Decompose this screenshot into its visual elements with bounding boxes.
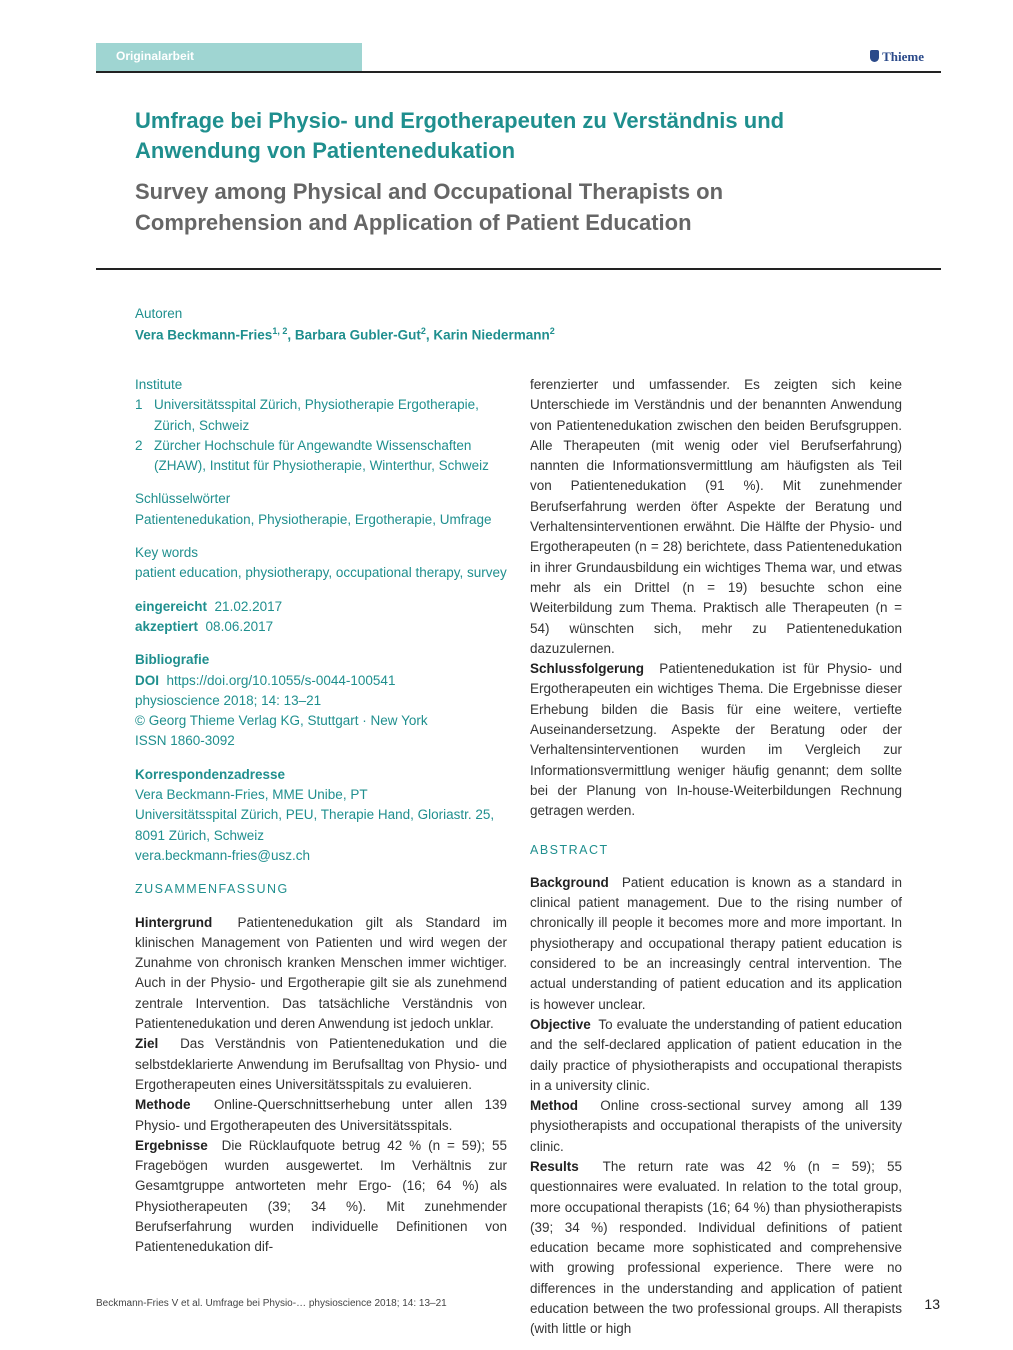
received-line xyxy=(135,597,507,617)
zusammenfassung-heading: ZUSAMMENFASSUNG xyxy=(135,882,289,897)
keywords-de-block xyxy=(135,489,507,530)
doi-label: DOI xyxy=(135,672,160,688)
author-name: Vera Beckmann-Fries xyxy=(135,327,273,343)
correspondence-block xyxy=(135,765,507,866)
keywords-en-block xyxy=(135,543,507,584)
institute-number: 1 xyxy=(135,397,143,413)
authors-label: Autoren xyxy=(135,306,183,321)
author-affiliation: 2 xyxy=(420,326,426,336)
title-rule xyxy=(96,268,941,270)
abs-method xyxy=(530,1096,902,1157)
abstract-heading: ABSTRACT xyxy=(530,842,609,857)
received-label: eingereicht xyxy=(135,598,208,614)
keywords-de: Patientenedukation, Physiotherapie, Ergotherapie, Umfrage xyxy=(135,511,492,527)
correspondence-address: Universitätsspital Zürich, PEU, Therapie Hand, Gloriastr. 25, 8091 Zürich, Schweiz xyxy=(135,807,495,843)
accepted-date: 08.06.2017 xyxy=(205,618,274,634)
author-separator: , xyxy=(287,327,295,343)
zf-ziel xyxy=(135,1034,507,1095)
section-tab xyxy=(96,43,362,71)
doi-link[interactable]: https://doi.org/10.1055/s-0044-100541 xyxy=(166,672,396,688)
zf-ergebnisse-label: Ergebnisse xyxy=(135,1137,208,1153)
abs-method-label: Method xyxy=(530,1098,578,1114)
institute-number: 2 xyxy=(135,437,143,453)
correspondence-email[interactable]: vera.beckmann-fries@usz.ch xyxy=(135,847,311,863)
author-affiliation: 2 xyxy=(549,326,555,336)
author-name: Barbara Gubler-Gut xyxy=(294,327,421,343)
zf-schluss-text: Patientenedukation ist für Physio- und Ergotherapeuten ein wichtiges Thema. Die Ergebnisse dieser Erhebung bilden die Basis für eine weitere, vertiefte Auseinandersetzung. Aspekte der Beratung oder der Verhaltensinterventionen wurden im Vergleich zur Informationsvermittlung weniger häufig genannt; dem sollte bei der Planung von In-house-Weiterbildungen Rechnung getragen werden. xyxy=(530,661,902,819)
accepted-label: akzeptiert xyxy=(135,618,199,634)
abs-objective-label: Objective xyxy=(530,1016,591,1032)
copyright-line: © Georg Thieme Verlag KG, Stuttgart · New York xyxy=(135,713,428,729)
thieme-shield-icon xyxy=(870,50,879,62)
zf-ziel-text: Das Verständnis von Patientenedukation und die selbstdeklarierte Anwendung im Berufsalltag von Physio- und Ergotherapeuten eines Universitätsspitals zu evaluieren. xyxy=(135,1036,507,1092)
abs-background xyxy=(530,873,902,1015)
citation-line: physioscience 2018; 14: 13–21 xyxy=(135,692,322,708)
institute-text: Zürcher Hochschule für Angewandte Wissenschaften (ZHAW), Institut für Physiotherapie, Winterthur, Schweiz xyxy=(154,437,489,474)
logo-text: Thieme xyxy=(882,49,924,64)
keywords-en: patient education, physiotherapy, occupational therapy, survey xyxy=(135,565,507,581)
zf-methode-label: Methode xyxy=(135,1097,191,1113)
issn-line: ISSN 1860-3092 xyxy=(135,733,235,749)
author-affiliation: 1, 2 xyxy=(272,326,288,336)
accepted-line xyxy=(135,617,507,637)
doi-line xyxy=(135,671,507,691)
keywords-en-label: Key words xyxy=(135,545,199,561)
institutes-label: Institute xyxy=(135,377,183,392)
zf-schluss xyxy=(530,659,902,821)
title-english: Survey among Physical and Occupational Therapists on Comprehension and Application of Patient Education xyxy=(135,179,724,235)
zf-hintergrund-label: Hintergrund xyxy=(135,914,213,930)
bibliography-label: Bibliografie xyxy=(135,652,210,668)
keywords-de-label: Schlüsselwörter xyxy=(135,491,231,507)
institute-text: Universitätsspital Zürich, Physiotherapie Ergotherapie, Zürich, Schweiz xyxy=(154,397,479,433)
author-separator: , xyxy=(425,327,434,343)
abs-method-text: Online cross-sectional survey among all 139 physiotherapists and occupational therapists of the university clinic. xyxy=(530,1098,902,1154)
page-number: 13 xyxy=(924,1296,940,1312)
zf-ergebnisse xyxy=(135,1136,507,1258)
right-column xyxy=(530,375,902,1340)
dates-block xyxy=(135,597,507,638)
zf-methode-text: Online-Querschnittserhebung unter allen 139 Physio- und Ergotherapeuten des Universitätsspitals. xyxy=(135,1097,507,1133)
footer-citation: Beckmann-Fries V et al. Umfrage bei Physio-… physioscience 2018; 14: 13–21 xyxy=(96,1298,447,1309)
abs-results-label: Results xyxy=(530,1158,579,1174)
correspondence-name: Vera Beckmann-Fries, MME Unibe, PT xyxy=(135,787,368,803)
title-german: Umfrage bei Physio- und Ergotherapeuten zu Verständnis und Anwendung von Patientenedukation xyxy=(135,108,785,163)
abs-results xyxy=(530,1157,902,1340)
bibliography-block xyxy=(135,650,507,751)
zf-ergebnisse-text: Die Rücklaufquote betrug 42 % (n = 59); 55 Fragebögen wurden ausgewertet. Im Verhältnis zur Gesamtgruppe antworteten mehr Ergo- (16; 64 %) als Physiotherapeuten (39; 34 %). Mit zunehmender Berufserfahrung wurden individuelle Definitionen von Patientenedukation dif- xyxy=(135,1137,507,1255)
institute-item xyxy=(135,395,507,436)
abs-background-text: Patient education is known as a standard in clinical patient management. Due to the rising number of chronically ill people it becomes more and more important. In physiotherapy and occupational therapy patient education is considered to be an increasingly central intervention. The actual understanding of patient education and its application is however unclear. xyxy=(530,874,902,1012)
left-column xyxy=(135,375,507,1258)
abs-objective xyxy=(530,1015,902,1096)
authors-line xyxy=(135,326,555,343)
zf-ergebnisse-continued: ferenzierter und umfassender. Es zeigten sich keine Unterschiede im Verständnis und der benannten Anwendung von Patientenedukation zwischen den beiden Berufsgruppen. Alle Therapeuten (mit wenig oder viel Berufserfahrung) nannten die Informationsvermittlung am häufigsten als Teil von Patientenedukation (91 %). Mit zunehmender Berufserfahrung werden öfter Aspekte der Beratung und Verhaltensinterventionen erwähnt. Die Hälfte der Physio- und Ergotherapeuten (n = 28) berichtete, dass Patientenedukation in ihrer Grundausbildung ein wichtiges Thema war, und etwas mehr als ein Drittel (n = 19) besuchte schon eine Weiterbildung zum Thema. Praktisch alle Therapeuten (n = 54) wünschten sich, mehr zu Patientenedukation dazuzulernen. xyxy=(530,377,902,656)
header-rule xyxy=(96,71,941,73)
abs-background-label: Background xyxy=(530,874,609,890)
abs-results-text: The return rate was 42 % (n = 59); 55 questionnaires were evaluated. In relation to the total group, more occupational therapists (16; 64 %) than physiotherapists (39; 34 %) responded. Individual definitions of patient education became more sophisticated and comprehensive with growing professional experience. There were no differences in the understanding and application of patient education between the two professional groups. All therapists (with little or high xyxy=(530,1158,902,1337)
institute-item xyxy=(135,436,507,477)
author-name: Karin Niedermann xyxy=(433,327,550,343)
received-date: 21.02.2017 xyxy=(214,598,283,614)
institutes-block xyxy=(135,375,507,476)
zf-hintergrund-text: Patientenedukation gilt als Standard im klinischen Management von Patienten und wird wegen der Zunahme von chronisch kranken Menschen immer wichtiger. Auch in der Physio- und Ergotherapie gilt sie als zunehmend zentrale Intervention. Das tatsächliche Verständnis von Patientenedukation und deren Anwendung ist jedoch unklar. xyxy=(135,914,507,1032)
zf-ziel-label: Ziel xyxy=(135,1036,159,1052)
zf-hintergrund xyxy=(135,913,507,1035)
zf-methode xyxy=(135,1095,507,1136)
publisher-logo xyxy=(870,49,924,65)
zf-schluss-label: Schlussfolgerung xyxy=(530,661,645,677)
correspondence-label: Korrespondenzadresse xyxy=(135,766,286,782)
abs-objective-text: To evaluate the understanding of patient education and the self-declared application of patient education in the daily practice of physiotherapists and occupational therapists in a university clinic. xyxy=(530,1016,902,1093)
section-tab-label: Originalarbeit xyxy=(116,49,195,63)
